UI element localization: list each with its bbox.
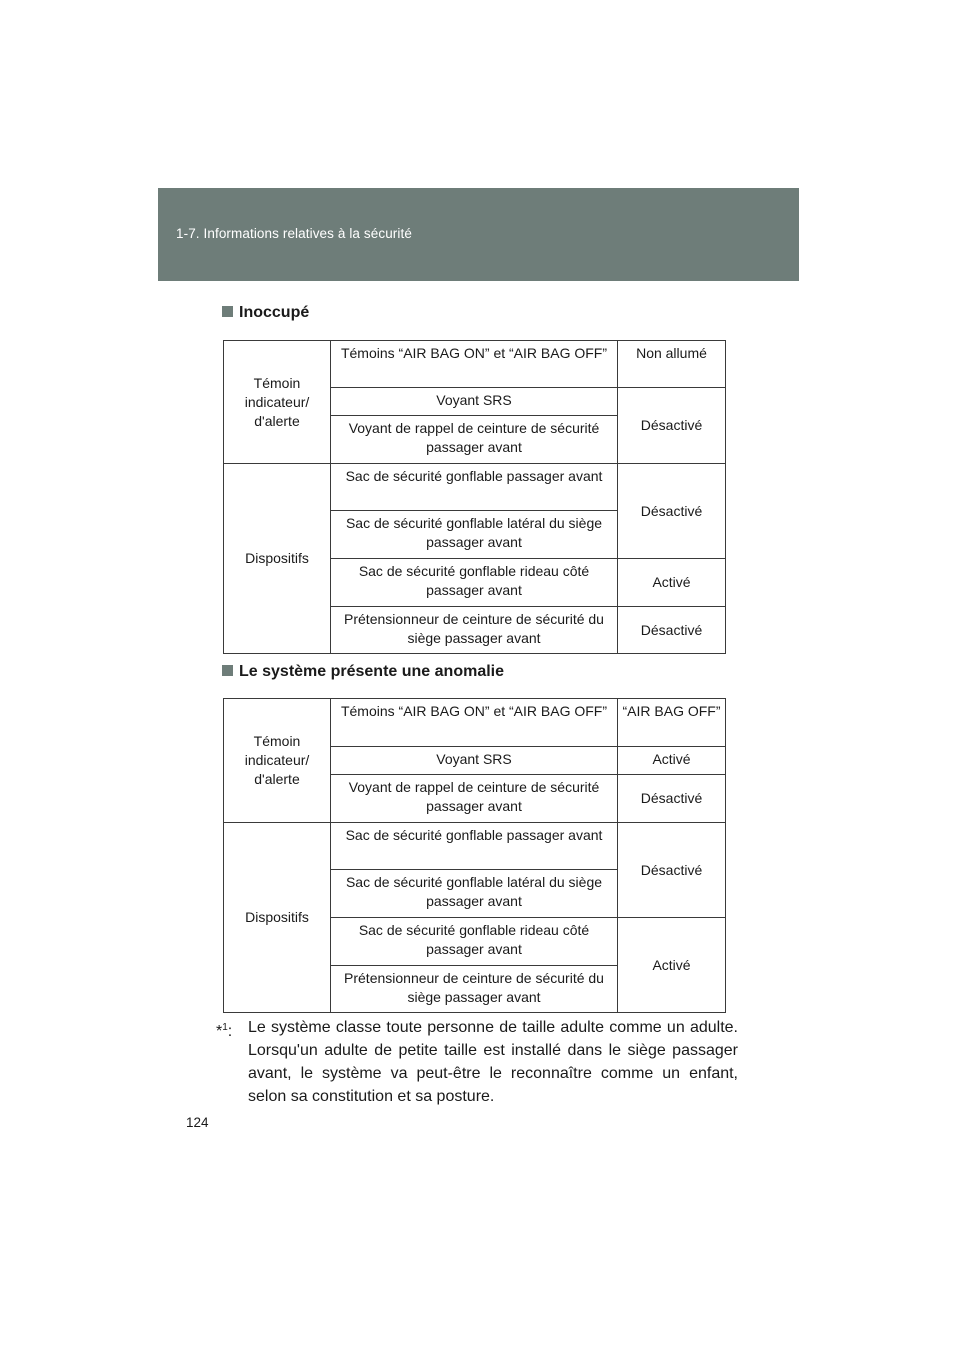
state-cell: Désactivé	[618, 823, 726, 918]
group-label-temoin: Témoin indicateur/ d'alerte	[224, 699, 331, 823]
state-cell: Activé	[618, 747, 726, 775]
footnote-text: Le système classe toute personne de taille adulte comme un adulte. Lorsqu'un adulte de petite taille est installé dans le siège passager avant, le système va peut-être le reconnaître comme un enfant, selon sa constitution et sa posture.	[248, 1019, 738, 1105]
state-cell: “AIR BAG OFF”	[618, 699, 726, 747]
item-cell: Voyant de rappel de ceinture de sécurité passager avant	[331, 775, 618, 823]
item-cell: Prétensionneur de ceinture de sécurité du siège passager avant	[331, 966, 618, 1013]
section-heading-inoccupe	[222, 304, 309, 322]
section-heading-text: Inoccupé	[239, 304, 310, 321]
item-cell: Sac de sécurité gonflable passager avant	[331, 823, 618, 870]
item-cell: Sac de sécurité gonflable latéral du siège passager avant	[331, 870, 618, 918]
item-cell: Témoins “AIR BAG ON” et “AIR BAG OFF”	[331, 699, 618, 747]
footnote	[216, 1016, 738, 1108]
table-row	[224, 699, 726, 747]
item-cell: Voyant SRS	[331, 747, 618, 775]
state-cell: Activé	[618, 918, 726, 1013]
status-table-inoccupe	[223, 340, 726, 654]
section-title: 1-7. Informations relatives à la sécurité	[176, 226, 412, 241]
state-cell: Activé	[618, 559, 726, 607]
state-cell: Désactivé	[618, 607, 726, 654]
group-label-temoin: Témoin indicateur/ d'alerte	[224, 341, 331, 464]
table-row	[224, 823, 726, 870]
state-cell: Non allumé	[618, 341, 726, 388]
square-bullet-icon	[222, 665, 233, 676]
section-header-bar	[158, 188, 799, 281]
item-cell: Sac de sécurité gonflable passager avant	[331, 464, 618, 511]
item-cell: Prétensionneur de ceinture de sécurité du siège passager avant	[331, 607, 618, 654]
page-number: 124	[186, 1115, 209, 1130]
group-label-dispositifs: Dispositifs	[224, 823, 331, 1013]
table-row	[224, 464, 726, 511]
state-cell: Désactivé	[618, 388, 726, 464]
table-row	[224, 341, 726, 388]
group-label-dispositifs: Dispositifs	[224, 464, 331, 654]
section-heading-text: Le système présente une anomalie	[239, 663, 504, 680]
item-cell: Sac de sécurité gonflable latéral du siège passager avant	[331, 511, 618, 559]
item-cell: Témoins “AIR BAG ON” et “AIR BAG OFF”	[331, 341, 618, 388]
section-heading-anomalie	[222, 663, 504, 681]
item-cell: Sac de sécurité gonflable rideau côté passager avant	[331, 918, 618, 966]
item-cell: Voyant SRS	[331, 388, 618, 416]
status-table-anomalie	[223, 698, 726, 1013]
state-cell: Désactivé	[618, 464, 726, 559]
footnote-marker: *$^1$:	[216, 1022, 233, 1040]
item-cell: Sac de sécurité gonflable rideau côté passager avant	[331, 559, 618, 607]
state-cell: Désactivé	[618, 775, 726, 823]
item-cell: Voyant de rappel de ceinture de sécurité passager avant	[331, 416, 618, 464]
square-bullet-icon	[222, 306, 233, 317]
